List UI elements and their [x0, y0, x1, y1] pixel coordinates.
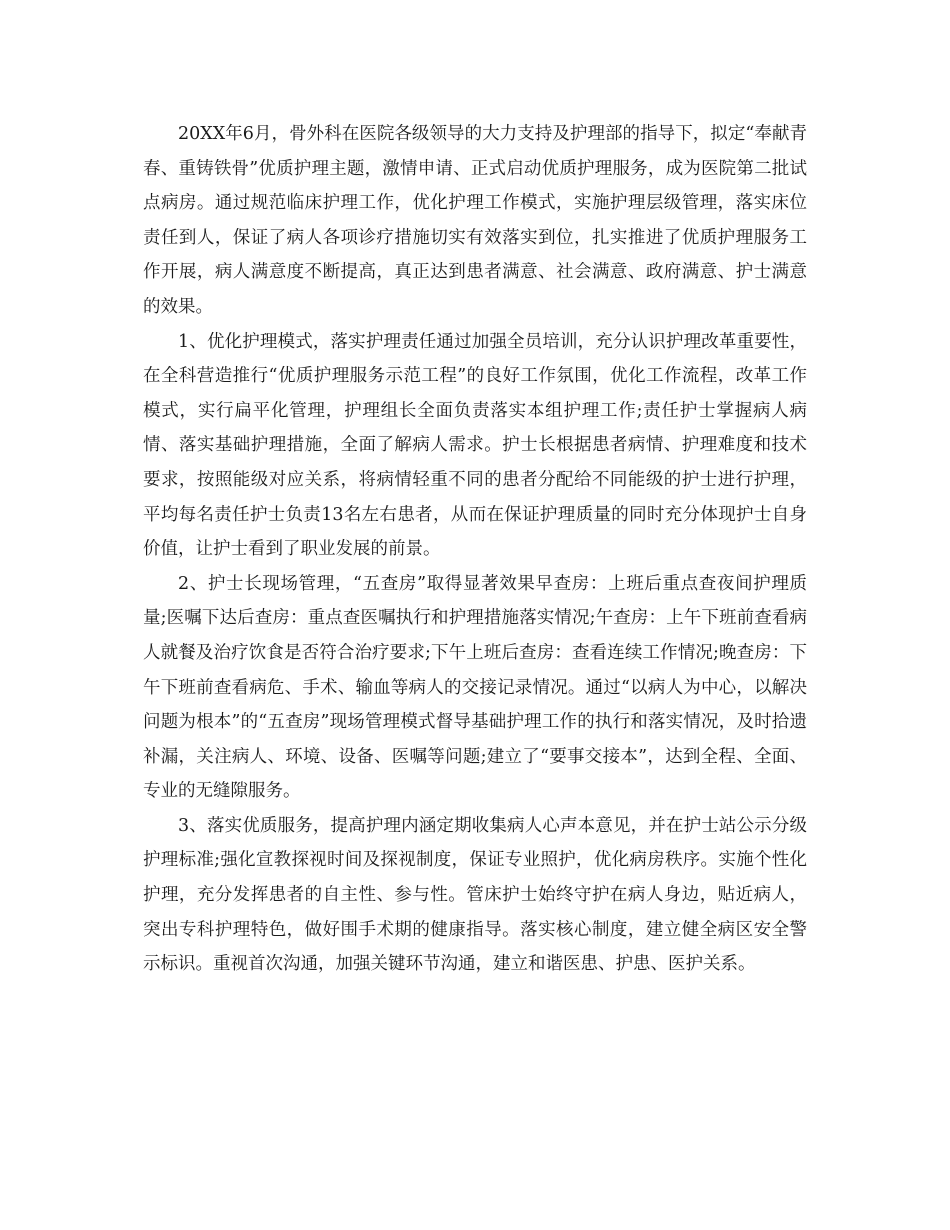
paragraph-section-3: 3、落实优质服务，提高护理内涵定期收集病人心声本意见，并在护士站公示分级护理标准;强化宣教探视时间及探视制度，保证专业照护，优化病房秩序。实施个性化护理，充分发挥患者的自主性、参与性。管床护士始终守护在病人身边，贴近病人，突出专科护理特色，做好围手术期的健康指导。落实核心制度，建立健全病区安全警示标识。重视首次沟通，加强关键环节沟通，建立和谐医患、护患、医护关系。	[143, 815, 807, 975]
paragraph-intro: 20XX年6月，骨外科在医院各级领导的大力支持及护理部的指导下，拟定“奉献青春、重铸铁骨”优质护理主题，激情申请、正式启动优质护理服务，成为医院第二批试点病房。通过规范临床护理工作，优化护理工作模式，实施护理层级管理，落实床位责任到人，保证了病人各项诊疗措施切实有效落实到位，扎实推进了优质护理服务工作开展，病人满意度不断提高，真正达到患者满意、社会满意、政府满意、护士满意的效果。	[143, 124, 807, 317]
document-body	[143, 117, 807, 982]
paragraph-section-1: 1、优化护理模式，落实护理责任通过加强全员培训，充分认识护理改革重要性，在全科营造推行“优质护理服务示范工程”的良好工作氛围，优化工作流程，改革工作模式，实行扁平化管理，护理组长全面负责落实本组护理工作;责任护士掌握病人病情、落实基础护理措施，全面了解病人需求。护士长根据患者病情、护理难度和技术要求，按照能级对应关系，将病情轻重不同的患者分配给不同能级的护士进行护理，平均每名责任护士负责13名左右患者，从而在保证护理质量的同时充分体现护士自身价值，让护士看到了职业发展的前景。	[143, 331, 807, 560]
paragraph-section-2: 2、护士长现场管理，“五查房”取得显著效果早查房：上班后重点查夜间护理质量;医嘱下达后查房：重点查医嘱执行和护理措施落实情况;午查房：上午下班前查看病人就餐及治疗饮食是否符合治疗要求;下午上班后查房：查看连续工作情况;晚查房：下午下班前查看病危、手术、输血等病人的交接记录情况。通过“以病人为中心，以解决问题为根本”的“五查房”现场管理模式督导基础护理工作的执行和落实情况，及时拾遗补漏，关注病人、环境、设备、医嘱等问题;建立了“要事交接本”，达到全程、全面、专业的无缝隙服务。	[143, 573, 807, 802]
